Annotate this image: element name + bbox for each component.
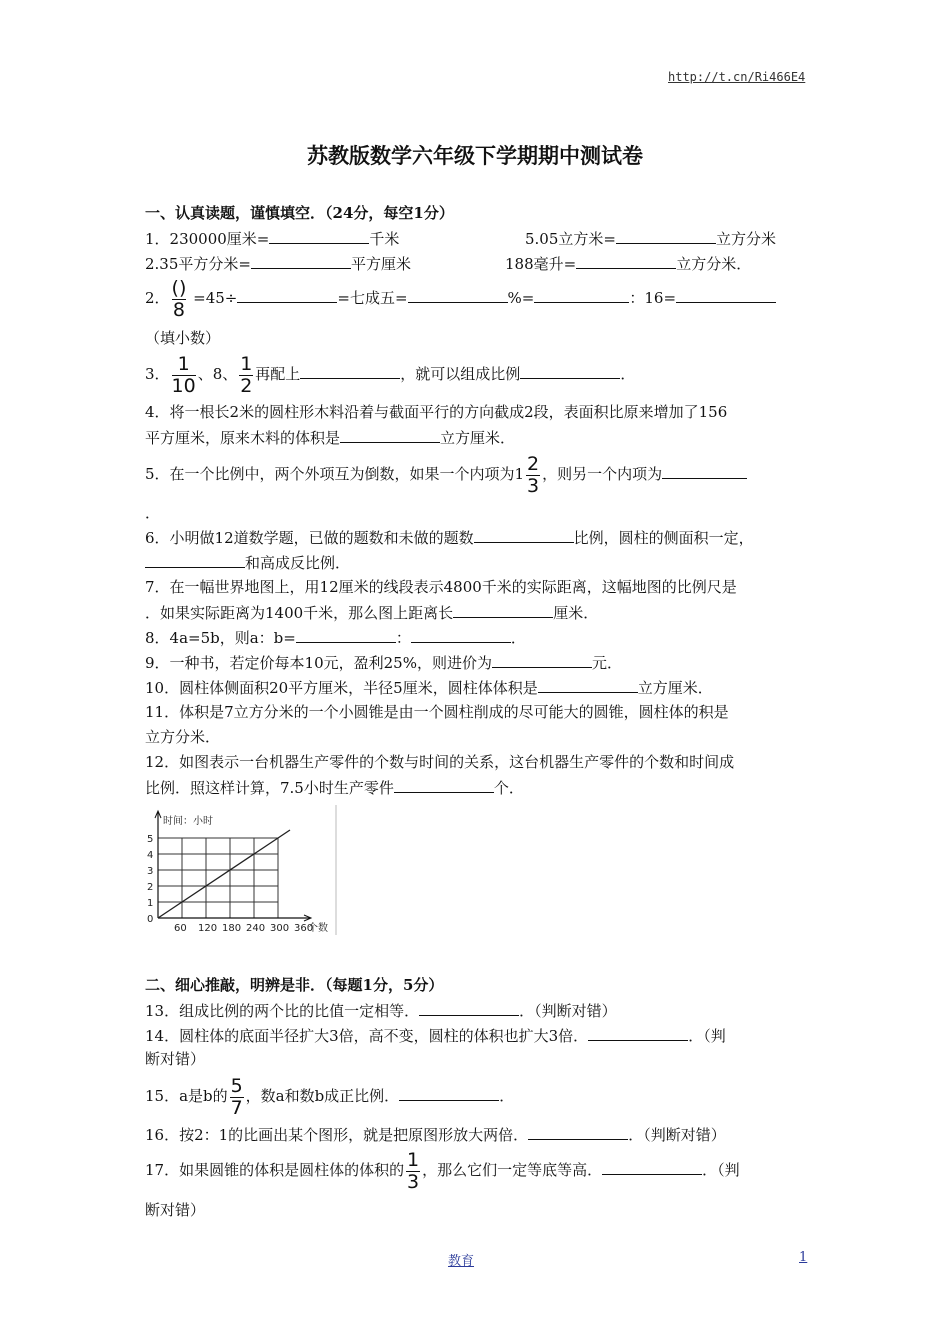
question-10: [145, 677, 713, 698]
fraction-numerator: (): [171, 276, 187, 299]
y-tick-label: 0: [147, 914, 154, 925]
fraction-denominator: 3: [407, 1170, 420, 1193]
q1a-unit: 千米: [369, 230, 400, 248]
question-1d: [505, 253, 751, 274]
q2-note: （填小数）: [145, 329, 221, 347]
answer-blank[interactable]: [394, 777, 494, 793]
q7-unit: 厘米．: [553, 604, 599, 622]
question-4-line-1: 4．将一根长2米的圆柱形木料沿着与截面平行的方向截成2段，表面积比原来增加了156: [145, 403, 728, 421]
y-axis-label: 时间：小时: [163, 816, 213, 827]
answer-blank[interactable]: [399, 1085, 499, 1101]
x-tick-label: 240: [246, 923, 266, 934]
fraction: [230, 1076, 244, 1119]
fraction-numerator: 1: [240, 352, 253, 375]
question-8: [145, 627, 526, 648]
answer-blank[interactable]: [419, 1000, 519, 1016]
q10-unit: 立方厘米．: [637, 679, 713, 697]
page-number: 1: [799, 1250, 808, 1265]
answer-blank[interactable]: [588, 1025, 688, 1041]
q1d-unit: 立方分米．: [676, 255, 752, 273]
y-tick-label: 1: [147, 898, 154, 909]
x-axis-label: 个数: [308, 923, 328, 934]
question-15: [145, 1074, 514, 1119]
fraction: [172, 278, 187, 321]
fraction-denominator: 7: [230, 1096, 243, 1119]
q3-text: 、8、: [197, 365, 238, 383]
q3-number: 3．: [145, 365, 170, 383]
answer-blank[interactable]: [269, 228, 369, 244]
answer-blank[interactable]: [296, 627, 396, 643]
y-tick-label: 3: [147, 866, 154, 877]
q10-text: 10．圆柱体侧面积20平方厘米，半径5厘米，圆柱体体积是: [145, 679, 538, 697]
q17-text: 17．如果圆锥的体积是圆柱体的体积的: [145, 1161, 405, 1179]
q17-text: ，那么它们一定等底等高．: [422, 1161, 603, 1179]
q1c-text: 2.35平方分米=: [145, 255, 251, 273]
question-2: [145, 276, 776, 321]
fraction: [526, 454, 540, 497]
q2-text: =45÷: [193, 289, 238, 307]
question-11-line-2: 立方分米．: [145, 728, 221, 746]
answer-blank[interactable]: [474, 527, 574, 543]
question-6-line-1: [145, 527, 754, 548]
answer-blank[interactable]: [300, 363, 400, 379]
q1a-text: 1．230000厘米=: [145, 230, 270, 248]
section-1-heading: 一、认真读题，谨慎填空．（24分，每空1分）: [145, 204, 454, 222]
q14-text: ．（判: [688, 1027, 726, 1045]
question-16: [145, 1124, 726, 1145]
answer-blank[interactable]: [602, 1159, 702, 1175]
q3-text: ，就可以组成比例: [400, 365, 521, 383]
fraction-denominator: 10: [171, 374, 196, 397]
fraction-numerator: 5: [230, 1074, 243, 1097]
q5-text: ，则另一个内项为: [542, 465, 663, 483]
q3-text: 再配上: [255, 365, 301, 383]
q4-unit: 立方厘米．: [440, 429, 516, 447]
time-output-chart: [143, 800, 343, 940]
q6-text: 和高成反比例．: [245, 554, 351, 572]
q1d-text: 188毫升=: [505, 255, 577, 273]
answer-blank[interactable]: [408, 287, 508, 303]
page-title: 苏教版数学六年级下学期期中测试卷: [307, 143, 643, 168]
q5-text: 5．在一个比例中，两个外项互为倒数，如果一个内项为1: [145, 465, 525, 483]
x-tick-label: 300: [270, 923, 290, 934]
source-link[interactable]: http://t.cn/Ri466E4: [668, 70, 806, 84]
answer-blank[interactable]: [145, 552, 245, 568]
q8-text: ：: [395, 629, 411, 647]
question-17-line-1: [145, 1148, 740, 1193]
y-tick-label: 2: [147, 882, 154, 893]
q14-text: 14．圆柱体的底面半径扩大3倍，高不变，圆柱的体积也扩大3倍．: [145, 1027, 589, 1045]
y-tick-label: 5: [147, 834, 154, 845]
question-14-line-1: [145, 1025, 726, 1046]
y-tick-label: 4: [147, 850, 154, 861]
q13-text: ．（判断对错）: [519, 1002, 617, 1020]
answer-blank[interactable]: [520, 363, 620, 379]
answer-blank[interactable]: [237, 287, 337, 303]
footer-link[interactable]: 教育: [448, 1254, 475, 1269]
fraction: [172, 354, 196, 397]
question-12-line-1: 12．如图表示一台机器生产零件的个数与时间的关系，这台机器生产零件的个数和时间成: [145, 753, 735, 771]
fraction: [406, 1150, 420, 1193]
q17-text: ．（判: [702, 1161, 740, 1179]
fraction-numerator: 1: [177, 352, 190, 375]
fraction-numerator: 1: [407, 1148, 420, 1171]
question-14-line-2: 断对错）: [145, 1050, 206, 1068]
answer-blank[interactable]: [616, 228, 716, 244]
q13-text: 13．组成比例的两个比的比值一定相等．: [145, 1002, 420, 1020]
answer-blank[interactable]: [453, 602, 553, 618]
answer-blank[interactable]: [534, 287, 629, 303]
x-tick-label: 120: [198, 923, 218, 934]
question-5: [145, 452, 747, 497]
q8-text: ．: [510, 629, 526, 647]
q16-text: ．（判断对错）: [628, 1126, 726, 1144]
q16-text: 16．按2：1的比画出某个图形，就是把原图形放大两倍．: [145, 1126, 529, 1144]
q9-unit: 元．: [591, 654, 622, 672]
question-3: [145, 352, 635, 397]
x-tick-label: 360: [294, 923, 314, 934]
q7-text: ．如果实际距离为1400千米，那么图上距离长: [145, 604, 454, 622]
section-2-heading: 二、细心推敲，明辨是非．（每题1分，5分）: [145, 976, 444, 994]
fraction-denominator: 3: [527, 474, 540, 497]
q2-number: 2．: [145, 289, 170, 307]
question-9: [145, 652, 622, 673]
answer-blank[interactable]: [340, 427, 440, 443]
q1b-unit: 立方分米: [715, 230, 776, 248]
q1b-text: 5.05立方米=: [525, 230, 616, 248]
question-12-line-2: [145, 777, 524, 798]
q2-text: =七成五=: [337, 289, 408, 307]
q5-dot: ．: [145, 504, 161, 522]
q6-text: 6．小明做12道数学题，已做的题数和未做的题数: [145, 529, 474, 547]
q3-text: ．: [620, 365, 636, 383]
answer-blank[interactable]: [251, 253, 351, 269]
answer-blank[interactable]: [676, 287, 776, 303]
question-6-line-2: [145, 552, 350, 573]
q1c-unit: 平方厘米: [350, 255, 411, 273]
q15-text: 15．a是b的: [145, 1087, 228, 1105]
q2-text: ：16=: [629, 289, 677, 307]
fraction: [239, 354, 253, 397]
q12-text: 比例．照这样计算，7.5小时生产零件: [145, 779, 394, 797]
fraction-numerator: 2: [527, 452, 540, 475]
q15-text: ．: [499, 1087, 515, 1105]
answer-blank[interactable]: [528, 1124, 628, 1140]
answer-blank[interactable]: [411, 627, 511, 643]
question-13: [145, 1000, 617, 1021]
q9-text: 9．一种书，若定价每本10元，盈利25%，则进价为: [145, 654, 492, 672]
series-line: [158, 830, 290, 918]
question-17-line-2: 断对错）: [145, 1201, 206, 1219]
x-tick-label: 60: [174, 923, 187, 934]
q4-text: 平方厘米，原来木料的体积是: [145, 429, 341, 447]
answer-blank[interactable]: [538, 677, 638, 693]
q8-text: 8．4a=5b，则a：b=: [145, 629, 296, 647]
q15-text: ，数a和数b成正比例．: [245, 1087, 400, 1105]
question-11-line-1: 11．体积是7立方分米的一个小圆锥是由一个圆柱削成的尽可能大的圆锥，圆柱体的积是: [145, 703, 729, 721]
q12-unit: 个．: [493, 779, 524, 797]
fraction-denominator: 8: [172, 298, 185, 321]
x-tick-label: 180: [222, 923, 242, 934]
q6-text: 比例，圆柱的侧面积一定，: [573, 529, 754, 547]
answer-blank[interactable]: [662, 463, 747, 479]
question-4-line-2: [145, 427, 515, 448]
question-1c: [145, 253, 411, 274]
answer-blank[interactable]: [576, 253, 676, 269]
question-7-line-2: [145, 602, 598, 623]
question-7-line-1: 7．在一幅世界地图上，用12厘米的线段表示4800千米的实际距离，这幅地图的比例尺是: [145, 578, 737, 596]
question-1a: [145, 228, 399, 249]
q2-text: %=: [507, 289, 535, 307]
question-1b: [525, 228, 776, 249]
fraction-denominator: 2: [240, 374, 253, 397]
answer-blank[interactable]: [492, 652, 592, 668]
